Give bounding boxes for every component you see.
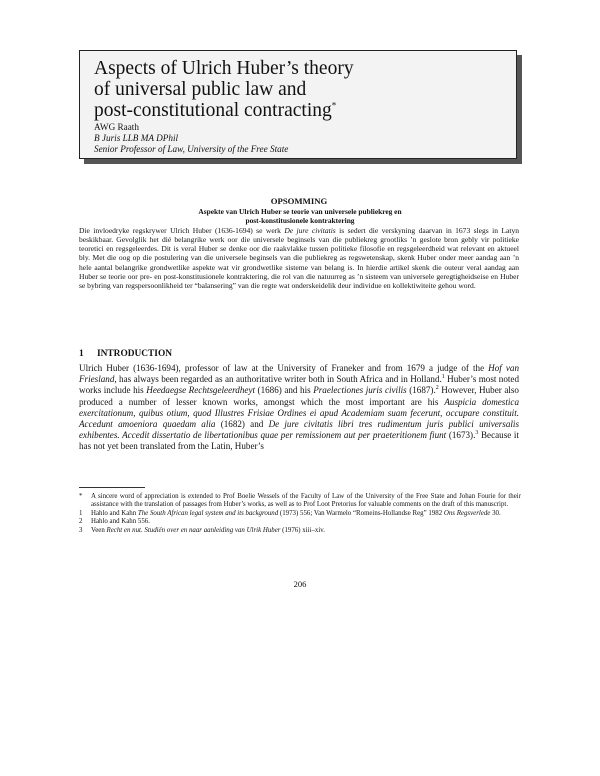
intro-text: Ulrich Huber (1636-1694), professor of law at the University of Franeker and from 1679 a judge of the [79,363,489,373]
footnote-3 [79,527,521,535]
footnote-text: Hahlo and Kahn 556. [91,518,150,526]
abstract-subheading-line-1: Aspekte van Ulrich Huber se teorie van universele publiekreg en [198,207,402,216]
footnote-divider [79,487,145,488]
author-position: Senior Professor of Law, University of the Free State [94,144,289,154]
section-number: 1 [79,349,84,359]
article-title [94,58,516,121]
footnote-star [79,493,521,510]
intro-text: Because it has not yet been translated from the Latin, Huber’s [79,430,519,452]
footnote-text: A sincere word of appreciation is extended to Prof Boelie Wessels of the Faculty of Law of the University of the Free State and Johan Fourie for their assistance with the translation of passages from Huber’s works, as well as to Prof Loot Pretorius for valuable comments on the draft of this manuscript. [91,493,521,509]
footnote-mark: * [79,493,83,500]
footnote-ref-3[interactable]: 3 [475,430,479,437]
footnote-run: (1973) 556; Van Warmelo “Romeins-Hollandse Reg” 1982 [278,509,444,517]
footnote-mark: 1 [79,509,83,517]
footnote-mark: 2 [79,518,83,526]
intro-text: (1686) and his [255,385,314,396]
footnote-run: Veen [91,527,107,535]
footnote-italic: Recht en nut. Studiën over en naar aanleiding van Ulrik Huber [106,527,281,535]
abstract-heading: OPSOMMING [270,196,328,206]
abstract-subheading [110,207,490,225]
footnote-italic: The South African legal system and its background [137,509,279,517]
footnote-ref-2[interactable]: 2 [435,385,439,392]
footnote-mark: 3 [79,527,83,535]
section-heading [79,349,172,360]
title-line-1: Aspects of Ulrich Huber’s theory [94,58,354,79]
abstract-subheading-line-2: post-konstitusionele kontraktering [245,216,355,225]
intro-text: (1687). [406,385,436,396]
footnote-run: Hahlo and Kahn [91,509,138,517]
intro-text: (1682) and [215,419,269,430]
intro-text: , has always been regarded as an authoritative writer both in South Africa and in Holland. [114,374,442,385]
abstract-paragraph [79,226,519,290]
footnotes [79,493,521,536]
intro-italic: De jure civitatis libri tres rudimentum juris publici universalis exhibentes. Accedit dissertatio de libertationibus quae per remissionem aut per praeteritionem fiunt [79,419,519,441]
footnote-run: (1976) xiii–xiv. [280,527,325,535]
abstract-text-1: Die invloedryke regskrywer Ulrich Huber (1636-1694) se werk [79,226,285,235]
footnote-2 [79,518,521,526]
intro-text: Huber’s most noted works include his [79,374,519,396]
footnote-ref-1[interactable]: 1 [441,374,445,381]
abstract-text-2: is sedert die verskyning daarvan in 1673 slegs in Latyn beskikbaar. Gevolglik het dié belangrike werk oor die universele beginsels van die publiekreg grootliks ’n geslote bron gebly vir politieke teoretici en regsgeleerdes. Dit is veral Huber se denke oor die raakvlakke tussen politieke filosofie en regsgeleerdheid wat relevant en aktueel bly. Met die oog op die postulering van die universele beginsels van die publiekreg as regswetenskap, skenk Huber onder meer aandag aan ’n hele aantal belangrike grondwetlike aspekte wat vir grondwetlike sisteme van belang is. In hierdie artikel skenk die outeur veral aandag aan Huber se teorie oor pre- en post-konstitusionele kontraktering, die rol van die natuurreg as ’n sisteem van universele geregtigheidseise en Huber se bybring van regspersoonlikheid ter “balansering” van die regte wat onderskeidelik deur individue en kollektiwiteite gehou word. [79,226,520,290]
author-name: AWG Raath [94,122,139,132]
intro-paragraph [79,363,519,453]
intro-italic: Heedaegse Rechtsgeleerdheyt [146,385,256,396]
footnote-run: 30. [490,509,501,517]
intro-italic: Hof van Friesland [79,363,520,385]
author-degrees: B Juris LLB MA DPhil [94,133,179,143]
title-line-3: post-constitutional contracting [94,100,332,121]
title-footnote-mark[interactable]: * [331,100,337,111]
footnote-text [91,527,521,535]
page-number: 206 [293,579,307,589]
footnote-1 [79,510,521,518]
abstract-italic-title: De jure civitatis [284,226,336,235]
author-block [94,122,516,155]
title-line-2: of universal public law and [94,79,307,100]
intro-italic: Auspicia domestica exercitationum, quibus otium, quod Illustres Frisiae Ordines ei apud Academiam suam fecerunt, occupare constituit. Accedunt amoeniora quaedam alia [79,396,519,430]
footnote-italic: Ons Regsverlede [443,509,491,517]
intro-italic: Praelectiones juris civilis [313,385,407,396]
intro-text: (1673). [446,430,476,441]
title-box [79,50,517,159]
section-title: INTRODUCTION [97,349,173,359]
footnote-text [91,510,521,518]
intro-text: However, Huber also produced a number of lesser known works, amongst which the most important are his [79,385,519,407]
